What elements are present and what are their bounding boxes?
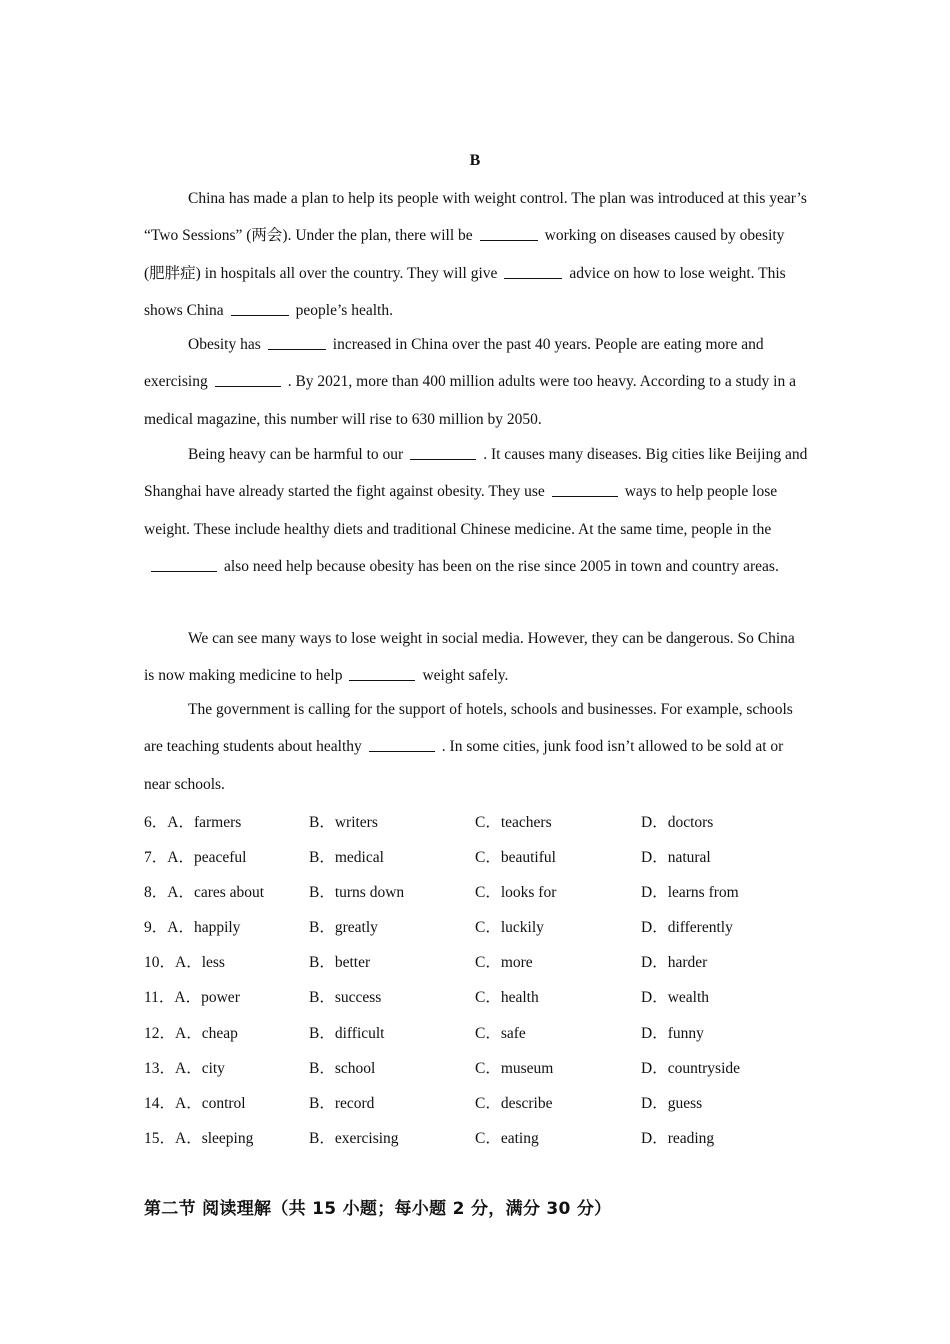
option-d[interactable]: D．guess bbox=[641, 1094, 703, 1112]
option-c[interactable]: C．teachers bbox=[475, 814, 552, 831]
paragraph-text: increased in China over the past 40 years. People are eating more and exercising bbox=[144, 336, 764, 391]
option-c[interactable]: C．more bbox=[475, 954, 533, 972]
answer-blank[interactable] bbox=[349, 666, 415, 681]
paragraph-3 bbox=[144, 436, 808, 585]
question-row bbox=[144, 1086, 844, 1121]
option-d[interactable]: D．countryside bbox=[641, 1059, 741, 1077]
question-row bbox=[144, 910, 844, 945]
passage-title: B bbox=[469, 152, 481, 169]
paragraph-4 bbox=[144, 620, 808, 695]
paragraph-5 bbox=[144, 691, 808, 803]
answer-blank[interactable] bbox=[268, 335, 326, 350]
paragraph-text: . By 2021, more than 400 million adults were too heavy. According to a study in a medical magazine, this number will rise to 630 million by 2050. bbox=[144, 373, 796, 428]
paragraph-2 bbox=[144, 326, 808, 438]
answer-blank[interactable] bbox=[369, 737, 435, 752]
option-c[interactable]: C．looks for bbox=[475, 884, 557, 902]
answer-blank[interactable] bbox=[480, 226, 538, 241]
paragraph-text: We can see many ways to lose weight in social media. However, they can be dangerous. So China is now making medicine to help bbox=[144, 630, 795, 685]
paragraph-text: Obesity has bbox=[188, 336, 261, 353]
option-a[interactable]: 14．A．control bbox=[144, 1094, 246, 1112]
option-c[interactable]: C．health bbox=[475, 989, 539, 1007]
option-b[interactable]: B．greatly bbox=[309, 919, 378, 937]
question-row bbox=[144, 805, 844, 840]
option-c[interactable]: C．eating bbox=[475, 1129, 539, 1147]
option-d[interactable]: D．differently bbox=[641, 919, 733, 937]
option-b[interactable]: B．better bbox=[309, 954, 371, 972]
answer-blank[interactable] bbox=[151, 557, 217, 572]
option-a[interactable]: 15．A．sleeping bbox=[144, 1129, 254, 1147]
option-d[interactable]: D．reading bbox=[641, 1129, 715, 1147]
option-b[interactable]: B．writers bbox=[309, 814, 378, 831]
question-row bbox=[144, 945, 844, 980]
option-d[interactable]: D．learns from bbox=[641, 884, 739, 902]
paragraph-text: weight safely. bbox=[422, 667, 509, 685]
option-d[interactable]: D．harder bbox=[641, 954, 708, 972]
option-a[interactable]: 7．A．peaceful bbox=[144, 849, 247, 867]
option-b[interactable]: B．turns down bbox=[309, 884, 405, 902]
option-a[interactable]: 8．A．cares about bbox=[144, 884, 265, 902]
question-row bbox=[144, 1121, 844, 1156]
option-d[interactable]: D．wealth bbox=[641, 989, 710, 1007]
answer-blank[interactable] bbox=[504, 264, 562, 279]
option-a[interactable]: 12．A．cheap bbox=[144, 1024, 238, 1042]
option-b[interactable]: B．difficult bbox=[309, 1024, 385, 1042]
option-a[interactable]: 6．A．farmers bbox=[144, 814, 242, 831]
paragraph-text: . It causes many diseases. Big cities like Beijing and Shanghai have already started the fight against obesity. They use bbox=[144, 446, 808, 501]
option-a[interactable]: 13．A．city bbox=[144, 1059, 225, 1077]
question-row bbox=[144, 875, 844, 910]
option-c[interactable]: C．museum bbox=[475, 1059, 554, 1077]
option-b[interactable]: B．medical bbox=[309, 849, 384, 867]
options-list bbox=[144, 805, 844, 1156]
answer-blank[interactable] bbox=[231, 301, 289, 316]
option-c[interactable]: C．luckily bbox=[475, 919, 544, 937]
option-b[interactable]: B．exercising bbox=[309, 1129, 399, 1147]
option-c[interactable]: C．describe bbox=[475, 1094, 553, 1112]
option-c[interactable]: C．beautiful bbox=[475, 849, 556, 867]
option-b[interactable]: B．record bbox=[309, 1094, 375, 1112]
answer-blank[interactable] bbox=[215, 372, 281, 387]
section-heading: 第二节 阅读理解（共 15 小题；每小题 2 分，满分 30 分） bbox=[144, 1199, 612, 1219]
paragraph-text: ways to help people lose weight. These include healthy diets and traditional Chinese medicine. At the same time, people in the bbox=[144, 483, 778, 538]
option-d[interactable]: D．funny bbox=[641, 1024, 704, 1042]
option-b[interactable]: B．success bbox=[309, 989, 382, 1007]
paragraph-text: people’s health. bbox=[295, 301, 393, 319]
option-d[interactable]: D．doctors bbox=[641, 814, 714, 831]
paragraph-text: also need help because obesity has been on the rise since 2005 in town and country areas. bbox=[224, 557, 779, 575]
paragraph-text: working on diseases caused by obesity (肥胖症) in hospitals all over the country. They will give bbox=[144, 227, 785, 282]
option-b[interactable]: B．school bbox=[309, 1059, 376, 1077]
question-row bbox=[144, 840, 844, 875]
paragraph-1 bbox=[144, 180, 808, 329]
question-row bbox=[144, 980, 844, 1015]
option-a[interactable]: 10．A．less bbox=[144, 954, 225, 972]
option-a[interactable]: 11．A．power bbox=[144, 989, 240, 1007]
paragraph-text: . In some cities, junk food isn’t allowed to be sold at or near schools. bbox=[144, 738, 784, 793]
paragraph-text: The government is calling for the support of hotels, schools and businesses. For example, schools are teaching students about healthy bbox=[144, 701, 793, 756]
question-row bbox=[144, 1016, 844, 1051]
option-a[interactable]: 9．A．happily bbox=[144, 919, 241, 937]
question-row bbox=[144, 1051, 844, 1086]
paragraph-text: Being heavy can be harmful to our bbox=[188, 446, 404, 463]
option-d[interactable]: D．natural bbox=[641, 849, 711, 867]
paragraph-text: advice on how to lose weight. This shows China bbox=[144, 264, 786, 319]
paragraph-text: China has made a plan to help its people with weight control. The plan was introduced at this year’s “Two Sessions” (两会). Under the plan, there will be bbox=[144, 190, 807, 245]
answer-blank[interactable] bbox=[552, 482, 618, 497]
option-c[interactable]: C．safe bbox=[475, 1024, 526, 1042]
answer-blank[interactable] bbox=[410, 445, 476, 460]
